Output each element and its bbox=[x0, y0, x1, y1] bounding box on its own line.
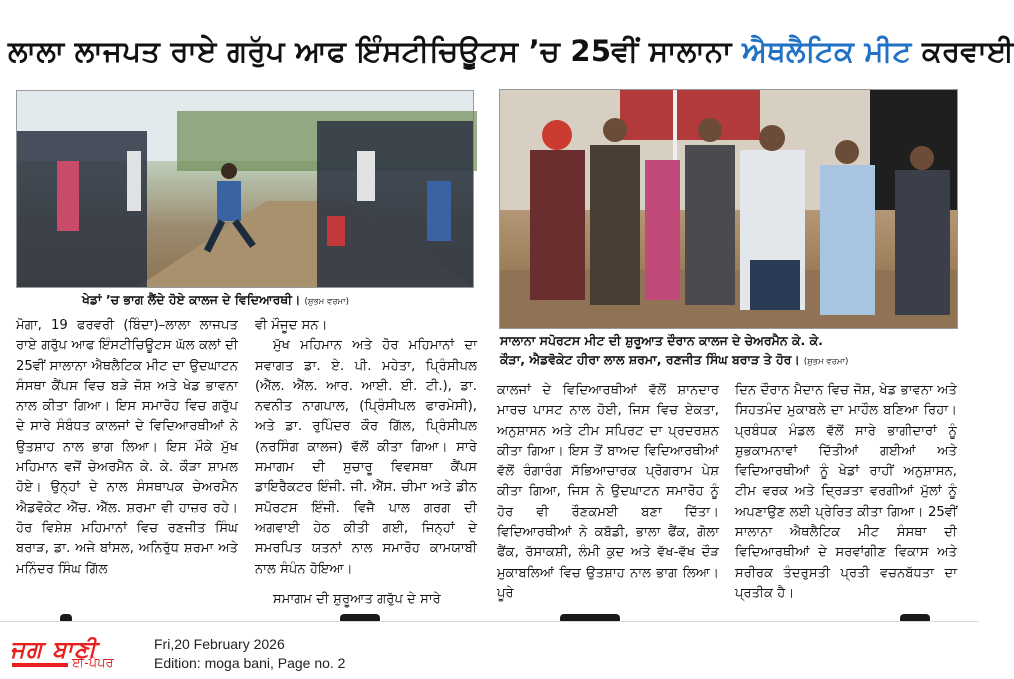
article-column-4 bbox=[735, 381, 957, 604]
photo1-caption-text: ਖੇਡਾਂ ’ਚ ਭਾਗ ਲੈਂਦੇ ਹੋਏ ਕਾਲਜ ਦੇ ਵਿਦਿਆਰਥੀ। bbox=[82, 292, 301, 307]
logo-main-text: ਜਗ ਬਾਣੀ bbox=[10, 636, 97, 663]
article-paragraph: ਸਮਾਗਮ ਦੀ ਸ਼ੁਰੂਆਤ ਗਰੁੱਪ ਦੇ ਸਾਰੇ bbox=[273, 591, 441, 607]
photo1-credit: (ਸ਼ੁਭਮ ਵਰਮਾ) bbox=[304, 297, 349, 307]
photo1-caption bbox=[82, 292, 349, 308]
logo-sub-text: ਈ-ਪੇਪਰ bbox=[72, 656, 114, 671]
photo2-caption-line1: ਸਾਲਾਨਾ ਸਪੋਰਟਸ ਮੀਟ ਦੀ ਸ਼ੁਰੂਆਤ ਦੌਰਾਨ ਕਾਲਜ ਦੇ ਚੇਅਰਮੈਨ ਕੇ. ਕੇ. bbox=[500, 333, 823, 348]
logo-underline bbox=[12, 663, 68, 667]
photo2-credit: (ਸ਼ੁਭਮ ਵਰਮਾ) bbox=[803, 357, 849, 367]
headline-part2: ਕਰਵਾਈ bbox=[911, 34, 1014, 68]
photo-officials-flag[interactable] bbox=[499, 89, 958, 329]
photo-students-illustration bbox=[17, 91, 473, 287]
article-paragraph: ਵੀ ਮੌਜੂਦ ਸਨ। bbox=[255, 318, 328, 333]
edition-info: Edition: moga bani, Page no. 2 bbox=[154, 655, 346, 671]
headline-highlight: ਐਥਲੈਟਿਕ ਮੀਟ bbox=[742, 34, 912, 68]
article-paragraph: ਦਿਨ ਦੌਰਾਨ ਮੈਦਾਨ ਵਿਚ ਜੋਸ਼, ਖੇਡ ਭਾਵਨਾ ਅਤੇ ਸਿਹਤਮੰਦ ਮੁਕਾਬਲੇ ਦਾ ਮਾਹੌਲ ਬਣਿਆ ਰਿਹਾ। ਪ੍ਰਬੰਧਕ ਮੰਡਲ ਵੱਲੋਂ ਸਾਰੇ ਭਾਗੀਦਾਰਾਂ ਨੂੰ ਸ਼ੁਭਕਾਮਨਾਵਾਂ ਦਿੱਤੀਆਂ ਗਈਆਂ ਅਤੇ ਵਿਦਿਆਰਥੀਆਂ ਨੂੰ ਖੇਡਾਂ ਰਾਹੀਂ ਅਨੁਸ਼ਾਸਨ, ਟੀਮ ਵਰਕ ਅਤੇ ਦ੍ਰਿੜਤਾ ਵਰਗੀਆਂ ਮੁੱਲਾਂ ਨੂੰ ਅਪਣਾਉਣ ਲਈ ਪ੍ਰੇਰਿਤ ਕੀਤਾ ਗਿਆ। 25ਵੀਂ ਸਾਲਾਨਾ ਐਥਲੈਟਿਕ ਮੀਟ ਸੰਸਥਾ ਦੀ ਵਿਦਿਆਰਥੀਆਂ ਦੇ ਸਰਵਾਂਗੀਣ ਵਿਕਾਸ ਅਤੇ ਸਰੀਰਕ ਤੰਦਰੁਸਤੀ ਪ੍ਰਤੀ ਵਚਨਬੱਧਤਾ ਦਾ ਪ੍ਰਤੀਕ ਹੈ। bbox=[735, 383, 957, 601]
photo2-caption-line2-text: ਕੌੜਾ, ਐਡਵੋਕੇਟ ਹੀਰਾ ਲਾਲ ਸ਼ਰਮਾ, ਰਣਜੀਤ ਸਿੰਘ ਬਰਾੜ ਤੇ ਹੋਰ। bbox=[500, 352, 800, 367]
article-column-1 bbox=[16, 316, 238, 580]
jagbani-logo[interactable] bbox=[10, 636, 146, 674]
epaper-footer bbox=[0, 621, 979, 679]
photo-students-running[interactable] bbox=[16, 90, 474, 288]
article-column-3 bbox=[497, 381, 719, 604]
article-paragraph: ਕਾਲਜਾਂ ਦੇ ਵਿਦਿਆਰਥੀਆਂ ਵੱਲੋਂ ਸ਼ਾਨਦਾਰ ਮਾਰਚ ਪਾਸਟ ਨਾਲ ਹੋਈ, ਜਿਸ ਵਿਚ ਏਕਤਾ, ਅਨੁਸ਼ਾਸਨ ਅਤੇ ਟੀਮ ਸਪਿਰਟ ਦਾ ਪ੍ਰਦਰਸ਼ਨ ਕੀਤਾ ਗਿਆ। ਇਸ ਤੋਂ ਬਾਅਦ ਵਿਦਿਆਰਥੀਆਂ ਵੱਲੋਂ ਰੰਗਾਰੰਗ ਸੱਭਿਆਚਾਰਕ ਪ੍ਰੋਗਰਾਮ ਪੇਸ਼ ਕੀਤਾ ਗਿਆ, ਜਿਸ ਨੇ ਉਦਘਾਟਨ ਸਮਾਰੋਹ ਨੂੰ ਹੋਰ ਵੀ ਰੌਣਕਮਈ ਬਣਾ ਦਿੱਤਾ। ਵਿਦਿਆਰਥੀਆਂ ਨੇ ਕਬੱਡੀ, ਭਾਲਾ ਫੈਂਕ, ਗੋਲਾ ਫੈਂਕ, ਰੱਸਾਕਸ਼ੀ, ਲੰਮੀ ਕੁਦ ਅਤੇ ਵੱਖ-ਵੱਖ ਦੌੜ ਮੁਕਾਬਲਿਆਂ ਵਿਚ ਉਤਸ਼ਾਹ ਨਾਲ ਭਾਗ ਲਿਆ। ਪੂਰੇ bbox=[497, 383, 719, 601]
article-headline bbox=[8, 28, 1014, 74]
photo-officials-illustration bbox=[500, 90, 957, 328]
headline-part1: ਲਾਲਾ ਲਾਜਪਤ ਰਾਏ ਗਰੁੱਪ ਆਫ ਇੰਸਟੀਚਿਊਟਸ ’ਚ 25ਵੀਂ ਸਾਲਾਨਾ bbox=[8, 34, 743, 68]
article-paragraph: ਮੁੱਖ ਮਹਿਮਾਨ ਅਤੇ ਹੋਰ ਮਹਿਮਾਨਾਂ ਦਾ ਸਵਾਗਤ ਡਾ. ਏ. ਪੀ. ਮਹੇਤਾ, ਪ੍ਰਿੰਸੀਪਲ (ਐੱਲ. ਐੱਲ. ਆਰ. ਆਈ. ਈ. ਟੀ.), ਡਾ. ਨਵਨੀਤ ਨਾਗਪਾਲ, (ਪ੍ਰਿੰਸੀਪਲ ਫਾਰਮੇਸੀ), ਅਤੇ ਡਾ. ਰੁਪਿੰਦਰ ਕੌਰ ਗਿੱਲ, ਪ੍ਰਿੰਸੀਪਲ (ਨਰਸਿੰਗ ਕਾਲਜ) ਵੱਲੋਂ ਕੀਤਾ ਗਿਆ। ਸਾਰੇ ਸਮਾਗਮ ਦੀ ਸੁਚਾਰੂ ਵਿਵਸਥਾ ਕੈਂਪਸ ਡਾਇਰੈਕਟਰ ਇੰਜੀ. ਜੀ. ਐੱਸ. ਚੀਮਾ ਅਤੇ ਡੀਨ ਸਪੋਰਟਸ ਇੰਜੀ. ਵਿਜੈ ਪਾਲ ਗਰਗ ਦੀ ਅਗਵਾਈ ਹੇਠ ਕੀਤੀ ਗਈ, ਜਿਨ੍ਹਾਂ ਦੇ ਸਮਰਪਿਤ ਯਤਨਾਂ ਨਾਲ ਸਮਾਰੋਹ ਕਾਮਯਾਬੀ ਨਾਲ ਸੰਪੰਨ ਹੋਇਆ। bbox=[255, 338, 477, 577]
article-paragraph: ਮੋਗਾ, 19 ਫਰਵਰੀ (ਬਿੰਦਾ)–ਲਾਲਾ ਲਾਜਪਤ ਰਾਏ ਗਰੁੱਪ ਆਫ ਇੰਸਟੀਚਿਊਟਸ ਘੱਲ ਕਲਾਂ ਦੀ 25ਵੀਂ ਸਾਲਾਨਾ ਐਥਲੈਟਿਕ ਮੀਟ ਦਾ ਉਦਘਾਟਨ ਸੰਸਥਾ ਕੈਂਪਸ ਵਿਚ ਬੜੇ ਜੋਸ਼ ਅਤੇ ਖੇਡ ਭਾਵਨਾ ਨਾਲ ਕੀਤਾ ਗਿਆ। ਇਸ ਸਮਾਰੋਹ ਵਿਚ ਗਰੁੱਪ ਦੇ ਸਾਰੇ ਸੰਬੰਧਤ ਕਾਲਜਾਂ ਦੇ ਵਿਦਿਆਰਥੀਆਂ ਨੇ ਉਤਸ਼ਾਹ ਨਾਲ ਭਾਗ ਲਿਆ। ਇਸ ਮੌਕੇ ਮੁੱਖ ਮਹਿਮਾਨ ਵਜੋਂ ਚੇਅਰਮੈਨ ਕੇ. ਕੇ. ਕੌੜਾ ਸ਼ਾਮਲ ਹੋਏ। ਉਨ੍ਹਾਂ ਦੇ ਨਾਲ ਸੰਸਥਾਪਕ ਚੇਅਰਮੈਨ ਐਡਵੋਕੇਟ ਐੱਚ. ਐੱਲ. ਸ਼ਰਮਾ ਵੀ ਹਾਜ਼ਰ ਰਹੇ। ਹੋਰ ਵਿਸ਼ੇਸ਼ ਮਹਿਮਾਨਾਂ ਵਿਚ ਰਣਜੀਤ ਸਿੰਘ ਬਰਾੜ, ਡਾ. ਅਜੇ ਬਾਂਸਲ, ਅਨਿਰੁੱਧ ਸ਼ਰਮਾ ਅਤੇ ਮਨਿੰਦਰ ਸਿੰਘ ਗਿੱਲ bbox=[16, 318, 238, 577]
edition-date: Fri,20 February 2026 bbox=[154, 636, 285, 652]
photo2-caption-line2 bbox=[500, 352, 848, 368]
article-column-2 bbox=[255, 316, 477, 610]
